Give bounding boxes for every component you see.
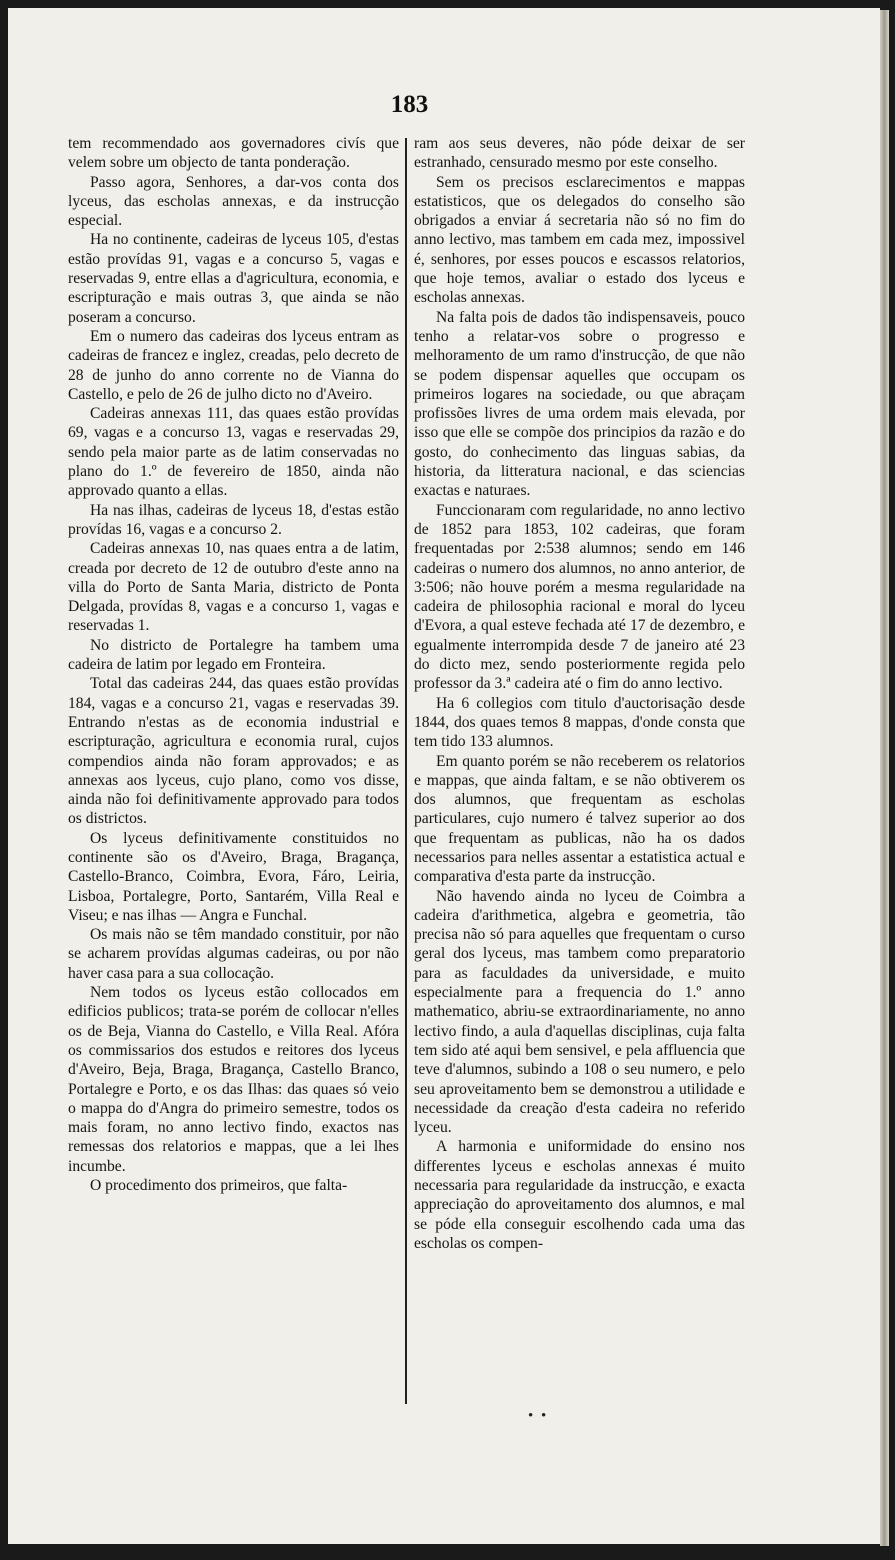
page-number: 183 [390,91,429,118]
paragraph: Em quanto porém se não receberem os relatorios e mappas, que ainda faltam, e se não obtiverem os dos alumnos, que frequentam as escholas particulares, cujo numero é talvez superior ao dos que frequentam as publicas, não ha os dados necessarios para nelles assentar a estatistica actual e comparativa d'esta parte da instrucção. [414,752,745,886]
paragraph: A harmonia e uniformidade do ensino nos differentes lyceus e escholas annexas é muito necessaria para regularidade da instrucção, e exacta appreciação do aproveitamento dos alumnos, e mal se póde ella conseguir escolhendo cada uma das escholas os compen- [414,1138,745,1252]
paragraph: Ha nas ilhas, cadeiras de lyceus 18, d'estas estão provídas 16, vagas e a concurso 2. [68,501,399,538]
book-page [8,8,880,1544]
paragraph: Cadeiras annexas 10, nas quaes entra a de latim, creada por decreto de 12 de outubro d'este anno na villa do Porto de Santa Maria, districto de Ponta Delgada, provídas 8, vagas e a concurso 1, vagas e reservadas 1. [68,540,399,635]
paragraph: Cadeiras annexas 111, das quaes estão provídas 69, vagas e a concurso 13, vagas e reservadas 29, sendo pela maior parte as de latim conservadas no plano do 1.º de fevereiro de 1850, ainda não approvado quanto a ellas. [68,405,399,500]
paragraph: tem recommendado aos governadores civís que velem sobre um objecto de tanta ponderação. [68,135,399,172]
paragraph: ram aos seus deveres, não póde deixar de ser estranhado, censurado mesmo por este conselho. [414,135,745,172]
paragraph: Na falta pois de dados tão indispensaveis, pouco tenho a relatar-vos sobre o progresso e melhoramento de um ramo d'instrucção, de que não se podem dispensar aquelles que occupam os primeiros logares na sociedade, ou que abraçam profissões livres de uma ordem mais elevada, por isso que elle se compõe dos principios da razão e do gosto, do conhecimento das linguas sabias, da historia, da litteratura nacional, e das sciencias exactas e naturaes. [414,308,745,500]
paragraph: Não havendo ainda no lyceu de Coimbra a cadeira d'arithmetica, algebra e geometria, tão precisa não só para aquelles que frequentam o curso geral dos lyceus, mas tambem como preparatorio para as faculdades da universidade, e muito especialmente para a frequencia do 1.º anno mathematico, abriu-se extraordinariamente, no anno lectivo findo, a aula d'aquellas disciplinas, cuja falta tem sido até aqui bem sensivel, e pela affluencia que teve d'alumnos, subindo a 108 o seu numero, e pelo seu aproveitamento bem se demonstrou a utilidade e necessidade da creação d'esta cadeira no referido lyceu. [414,887,745,1137]
signature-mark: • • [528,1408,549,1424]
column-divider [405,138,407,1404]
paragraph: Os mais não se têm mandado constituir, por não se acharem provídas algumas cadeiras, ou por não haver casa para a sua collocação. [68,926,399,982]
paragraph: Ha 6 collegios com titulo d'auctorisação desde 1844, dos quaes temos 8 mappas, d'onde consta que tem tido 133 alumnos. [414,694,745,751]
paragraph: Nem todos os lyceus estão collocados em edificios publicos; trata-se porém de collocar n'elles os de Beja, Vianna do Castello, e Villa Real. Afóra os commissarios dos estudos e reitores dos lyceus d'Aveiro, Beja, Braga, Bragança, Castello Branco, Portalegre e Porto, e os das Ilhas: das quaes só veio o mappa do d'Angra do primeiro semestre, todos os mais foram, no anno lectivo findo, exactos nas remessas dos relatorios e mappas, que a lei lhes incumbe. [68,984,399,1175]
paragraph: Sem os precisos esclarecimentos e mappas estatisticos, que os delegados do conselho são obrigados a enviar á secretaria não só no fim do anno lectivo, mas tambem em cada mez, impossivel é, senhores, por esses poucos e escassos relatorios, que hoje temos, avaliar o estado dos lyceus e escholas annexas. [414,173,745,307]
paragraph: O procedimento dos primeiros, que falta- [90,1177,348,1195]
left-column [68,134,399,1195]
paragraph: Em o numero das cadeiras dos lyceus entram as cadeiras de francez e inglez, creadas, pelo decreto de 28 de junho do anno corrente no de Vianna do Castello, e pelo de 26 de julho dicto no d'Aveiro. [68,327,399,403]
paragraph: Ha no continente, cadeiras de lyceus 105, d'estas estão provídas 91, vagas e a concurso 5, vagas e reservadas 9, entre ellas a d'agricultura, economia, e escripturação e mais outras 3, que ainda se não poseram a concurso. [68,231,399,326]
right-column [414,134,745,1253]
page-edge [880,10,889,1546]
paragraph: Passo agora, Senhores, a dar-vos conta dos lyceus, das escholas annexas, e da instrucção especial. [68,173,399,230]
paragraph: Os lyceus definitivamente constituidos no continente são os d'Aveiro, Braga, Bragança, Castello-Branco, Coimbra, Evora, Fáro, Leiria, Lisboa, Portalegre, Porto, Santarém, Villa Real e Viseu; e nas ilhas — Angra e Funchal. [68,829,399,924]
paragraph: No districto de Portalegre ha tambem uma cadeira de latim por legado em Fronteira. [68,636,399,674]
paragraph: Funccionaram com regularidade, no anno lectivo de 1852 para 1853, 102 cadeiras, que foram frequentadas por 2:538 alumnos; sendo em 146 cadeiras o numero dos alumnos, no anno anterior, de 3:506; não houve porém a mesma regularidade na cadeira de philosophia racional e moral do lyceu d'Evora, a qual esteve fechada até 17 de dezembro, e egualmente interrompida desde 7 de janeiro até 23 do dicto mez, sendo posteriormente regida pelo professor da 3.ª cadeira até o fim do anno lectivo. [414,501,745,693]
paragraph: Total das cadeiras 244, das quaes estão provídas 184, vagas e a concurso 21, vagas e reservadas 39. Entrando n'estas as de economia industrial e escripturação, agricultura e economia rural, cujos compendios ainda não foram approvados; e as annexas aos lyceus, cujo plano, como vos disse, ainda não foi definitivamente approvado para todos os districtos. [68,675,399,828]
